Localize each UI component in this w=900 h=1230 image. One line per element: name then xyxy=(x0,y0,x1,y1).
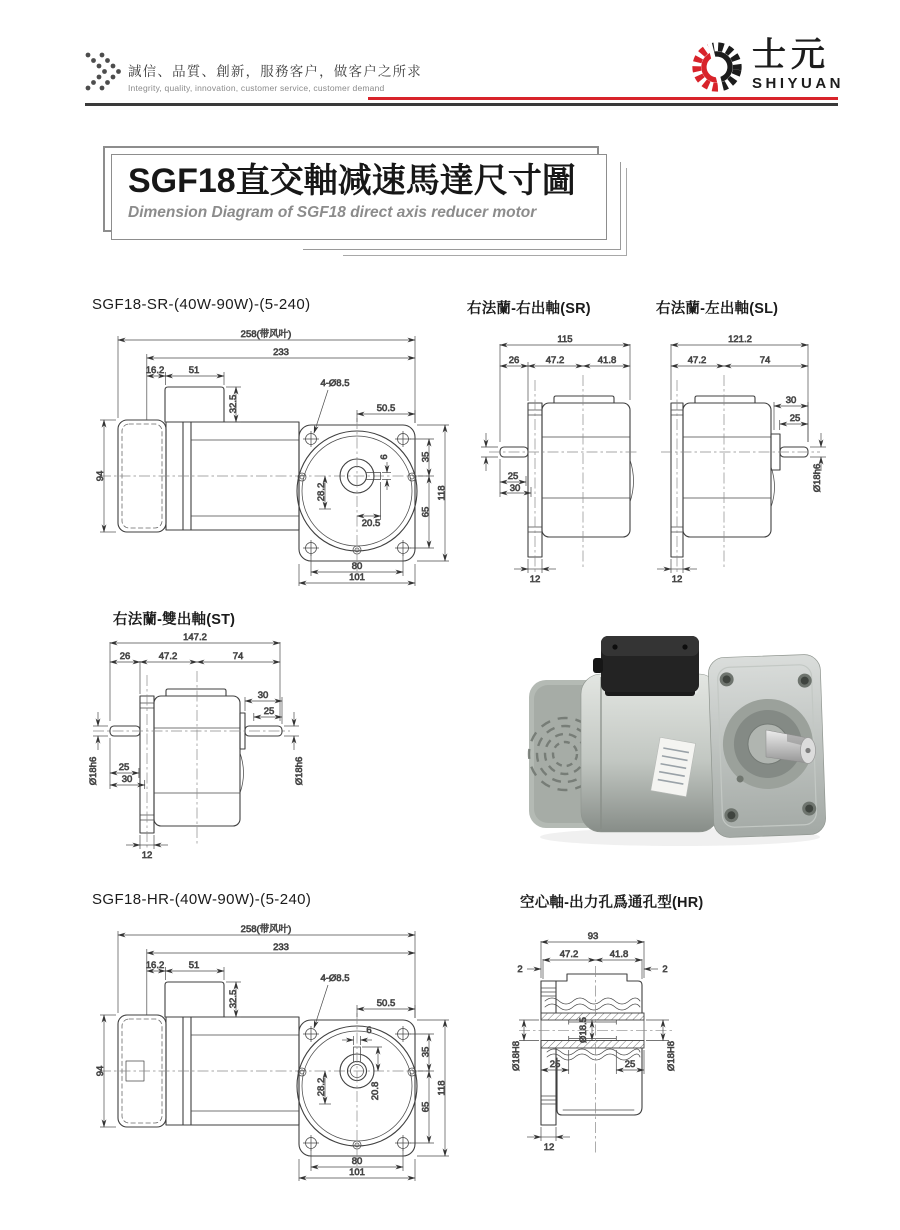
dim-motor-h: 94 xyxy=(95,1065,106,1077)
dim-box-h: 32.5 xyxy=(228,989,239,1009)
slogan-en: Integrity, quality, innovation, customer service, customer demand xyxy=(128,83,385,93)
dim-bottom: 65 xyxy=(420,506,432,518)
dim-lip-r: 2 xyxy=(662,964,668,975)
dim-width: 101 xyxy=(349,572,365,583)
dim-flange-t: 12 xyxy=(529,574,541,585)
dim-key-len: 20.5 xyxy=(361,518,381,529)
dimensions xyxy=(95,923,449,1181)
dim-key-len: 20.8 xyxy=(370,1081,381,1101)
dim-seg2: 41.8 xyxy=(609,949,629,960)
dim-width: 101 xyxy=(349,1167,365,1178)
dim-seg1: 26 xyxy=(119,651,131,662)
dim-shaft-len: 30 xyxy=(509,483,521,494)
dim-seg1: 47.2 xyxy=(687,355,707,366)
dim-seg2: 47.2 xyxy=(545,355,565,366)
title-frame-inner xyxy=(111,154,607,240)
dim-total: 93 xyxy=(587,931,599,942)
dim-box-w: 51 xyxy=(188,960,200,971)
dim-hole-span: 80 xyxy=(351,1156,363,1167)
dim-holes: 4-Ø8.5 xyxy=(320,973,350,984)
body-outline xyxy=(671,396,808,557)
hatch-upper xyxy=(541,1013,644,1020)
label-hr-main: SGF18-HR-(40W-90W)-(5-240) xyxy=(92,891,312,908)
front-view xyxy=(297,1013,417,1171)
label-sr-main: SGF18-SR-(40W-90W)-(5-240) xyxy=(92,296,311,313)
dim-holes: 4-Ø8.5 xyxy=(320,378,350,389)
chevron-dots-icon xyxy=(85,52,127,90)
dim-seg2: 47.2 xyxy=(158,651,178,662)
dim-shaft-len: 30 xyxy=(785,395,797,406)
dim-total: 147.2 xyxy=(183,632,207,643)
dim-r-key-len: 25 xyxy=(263,706,275,717)
drawing-hr-main xyxy=(88,921,460,1183)
drawing-st-view xyxy=(85,633,390,868)
header-rule-dark xyxy=(85,103,838,106)
dim-body: 233 xyxy=(273,347,289,358)
dim-body: 233 xyxy=(273,942,289,953)
drawing-sr-view xyxy=(457,330,642,588)
dim-key-w: 6 xyxy=(366,1025,372,1036)
dim-key-len: 25 xyxy=(507,471,519,482)
dim-key-len: 25 xyxy=(789,413,801,424)
dim-r-shaft-len: 30 xyxy=(257,690,269,701)
dimensions xyxy=(657,334,826,585)
header-slogan xyxy=(128,60,422,93)
dim-lip-l: 2 xyxy=(517,964,523,975)
dim-total: 121.2 xyxy=(728,334,752,345)
dim-box-w: 51 xyxy=(188,365,200,376)
dim-hole-span: 80 xyxy=(351,561,363,572)
dim-seg3: 41.8 xyxy=(597,355,617,366)
dim-dia-r: Ø18H8 xyxy=(666,1040,677,1072)
body-outline xyxy=(110,689,282,833)
dim-offset: 28.2 xyxy=(316,1077,327,1097)
dim-dia-l: Ø18H8 xyxy=(511,1040,522,1072)
gear-logo-icon xyxy=(688,38,746,96)
dim-fan: 16.2 xyxy=(145,365,165,376)
brand-logo xyxy=(688,38,844,96)
terminal-box xyxy=(593,636,699,696)
motor-body xyxy=(581,674,719,832)
dim-seg3: 74 xyxy=(232,651,244,662)
dim-fan: 16.2 xyxy=(145,960,165,971)
dim-total: 258(带风叶) xyxy=(240,924,292,935)
dim-seg2: 74 xyxy=(759,355,771,366)
drawing-sr-main xyxy=(88,326,460,588)
side-view xyxy=(118,387,299,532)
label-sl-view: 右法蘭-左出軸(SL) xyxy=(656,301,779,317)
brand-name-zh: 士元 xyxy=(752,36,830,74)
product-photo xyxy=(515,622,835,854)
dim-motor-h: 94 xyxy=(95,470,106,482)
header-rule-red xyxy=(368,97,838,100)
front-view xyxy=(297,418,417,576)
slogan-zh: 誠信、品質、創新，服務客户，做客户之所求 xyxy=(128,64,422,79)
dim-height: 118 xyxy=(436,485,448,501)
dim-flange-t: 12 xyxy=(141,850,153,861)
dimensions xyxy=(88,632,305,861)
page-subtitle: Dimension Diagram of SGF18 direct axis reducer motor xyxy=(128,203,537,221)
body-outline xyxy=(500,396,634,557)
dim-key-w: 6 xyxy=(379,454,390,460)
dim-seg1: 47.2 xyxy=(559,949,579,960)
dim-depth-l: 25 xyxy=(549,1059,561,1070)
hatch-lower xyxy=(541,1041,644,1049)
dim-top: 35 xyxy=(420,451,432,463)
label-hr-section: 空心軸-出力孔爲通孔型(HR) xyxy=(520,895,704,911)
brand-name-en: SHIYUAN xyxy=(752,75,845,92)
dim-l-shaft-len: 30 xyxy=(121,774,133,785)
dim-shaft-dia: Ø18h6 xyxy=(812,463,823,493)
dim-total: 115 xyxy=(557,334,573,345)
dim-bore: Ø18.5 xyxy=(578,1017,589,1043)
dim-flange-t: 12 xyxy=(671,574,683,585)
drawing-sl-view xyxy=(645,330,885,588)
dim-half-w: 50.5 xyxy=(376,403,396,414)
dim-box-h: 32.5 xyxy=(228,394,239,414)
dim-total: 258(带风叶) xyxy=(240,329,292,340)
drawing-hr-section xyxy=(505,928,795,1218)
dim-half-w: 50.5 xyxy=(376,998,396,1009)
dim-l-dia: Ø18h6 xyxy=(88,756,99,786)
dimensions xyxy=(481,334,630,585)
title-block xyxy=(103,146,611,244)
page-title: SGF18直交軸减速馬達尺寸圖 xyxy=(128,162,576,200)
dim-l-key-len: 25 xyxy=(118,762,130,773)
dimensions xyxy=(95,328,449,586)
side-view xyxy=(118,982,299,1127)
dim-offset: 28.2 xyxy=(316,482,327,502)
dim-bottom: 65 xyxy=(420,1101,432,1113)
dim-height: 118 xyxy=(436,1080,448,1096)
label-sr-view: 右法蘭-右出軸(SR) xyxy=(467,301,591,317)
dim-flange-t: 12 xyxy=(543,1142,555,1153)
dim-top: 35 xyxy=(420,1046,432,1058)
dim-r-dia: Ø18h6 xyxy=(294,756,305,786)
dim-depth-r: 25 xyxy=(624,1059,636,1070)
body-outline xyxy=(541,974,644,1125)
dim-seg1: 26 xyxy=(508,355,520,366)
label-st-view: 右法蘭-雙出軸(ST) xyxy=(113,612,236,628)
